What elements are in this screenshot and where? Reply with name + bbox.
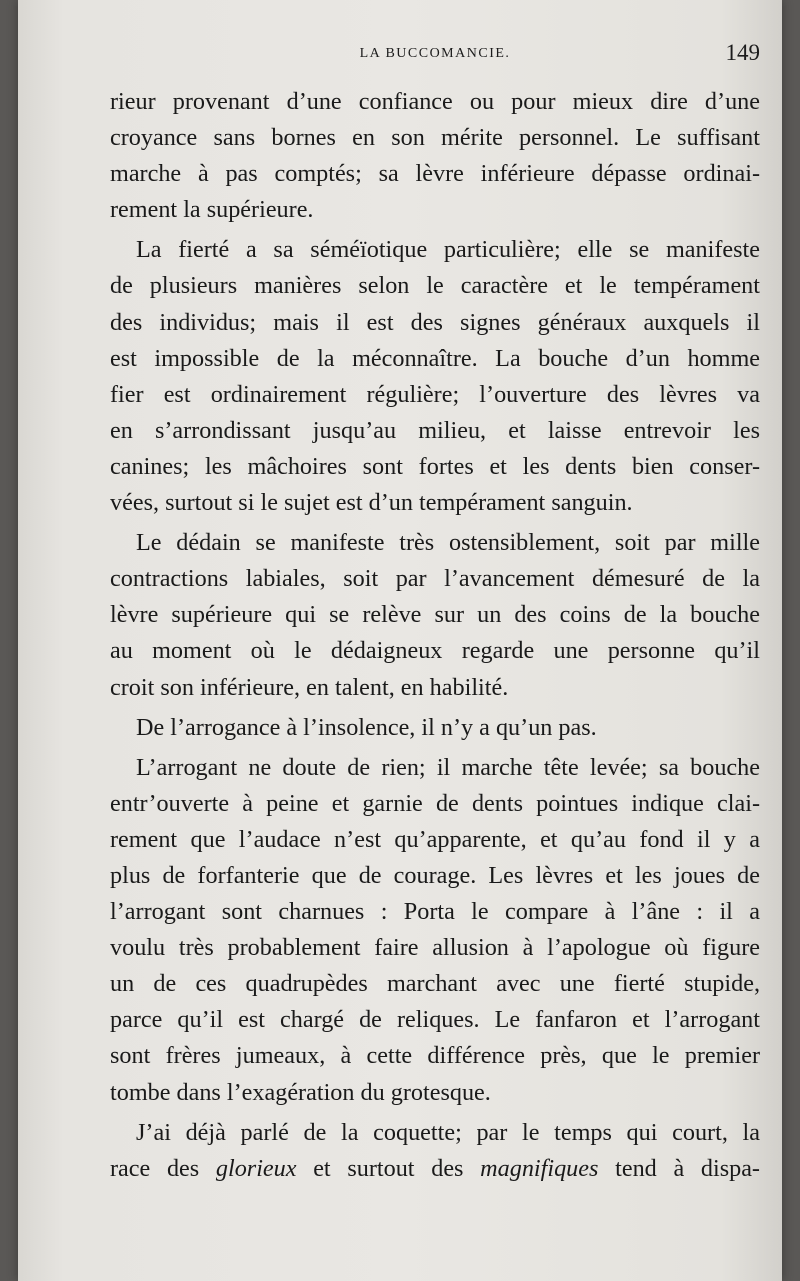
text-line: parce qu’il est chargé de reliques. Le fanfaron et l’arrogant bbox=[110, 1006, 760, 1034]
text-line: rieur provenant d’une confiance ou pour mieux dire d’une bbox=[110, 88, 760, 115]
italic-word-glorieux: glorieux bbox=[215, 1154, 297, 1182]
text-line: De l’arrogance à l’insolence, il n’y a qu’un pas. bbox=[136, 713, 597, 741]
paragraph bbox=[110, 232, 760, 521]
text-line: des individus; mais il est des signes généraux auxquels il bbox=[110, 308, 760, 336]
text-line: Le dédain se manifeste très ostensiblement, soit par mille bbox=[136, 529, 760, 557]
paragraph bbox=[110, 525, 760, 705]
text-run: tend à dispa- bbox=[598, 1154, 760, 1182]
text-line: plus de forfanterie que de courage. Les lèvres et les joues de bbox=[110, 861, 760, 889]
paragraph bbox=[110, 84, 760, 228]
body-text bbox=[110, 84, 760, 1187]
text-line: marche à pas comptés; sa lèvre inférieure dépasse ordinai- bbox=[110, 160, 760, 188]
paragraph bbox=[110, 710, 760, 746]
page-number: 149 bbox=[725, 40, 760, 65]
text-line: croyance sans bornes en son mérite personnel. Le suffisant bbox=[110, 124, 760, 152]
paragraph bbox=[110, 750, 760, 1111]
text-line: sont frères jumeaux, à cette différence près, que le premier bbox=[110, 1042, 760, 1070]
text-run: et surtout des bbox=[296, 1154, 481, 1182]
text-line: en s’arrondissant jusqu’au milieu, et laisse entrevoir les bbox=[110, 416, 760, 444]
text-line: rement que l’audace n’est qu’apparente, et qu’au fond il y a bbox=[110, 825, 760, 853]
text-line: de plusieurs manières selon le caractère et le tempérament bbox=[110, 272, 760, 300]
running-title: LA BUCCOMANCIE. bbox=[359, 46, 511, 61]
text-line: fier est ordinairement régulière; l’ouverture des lèvres va bbox=[110, 380, 760, 408]
text-line-mixed bbox=[110, 1151, 760, 1187]
text-line: L’arrogant ne doute de rien; il marche tête levée; sa bouche bbox=[136, 753, 760, 781]
text-line: vées, surtout si le sujet est d’un tempérament sanguin. bbox=[110, 489, 633, 517]
text-line: J’ai déjà parlé de la coquette; par le temps qui court, la bbox=[136, 1118, 760, 1146]
text-line: tombe dans l’exagération du grotesque. bbox=[110, 1078, 491, 1106]
text-line: au moment où le dédaigneux regarde une personne qu’il bbox=[110, 637, 760, 665]
italic-word-magnifiques: magnifiques bbox=[480, 1154, 599, 1182]
page-header bbox=[110, 40, 760, 74]
text-line: voulu très probablement faire allusion à l’apologue où figure bbox=[110, 934, 760, 962]
text-line: contractions labiales, soit par l’avancement démesuré de la bbox=[110, 565, 760, 593]
text-line: un de ces quadrupèdes marchant avec une fierté stupide, bbox=[110, 970, 760, 998]
text-line: croit son inférieure, en talent, en habilité. bbox=[110, 673, 509, 701]
text-run: race des bbox=[110, 1154, 216, 1182]
text-line: rement la supérieure. bbox=[110, 196, 314, 224]
text-line: La fierté a sa séméïotique particulière; elle se manifeste bbox=[136, 236, 760, 264]
paragraph bbox=[110, 1115, 760, 1187]
text-line: est impossible de la méconnaître. La bouche d’un homme bbox=[110, 344, 760, 372]
text-line: l’arrogant sont charnues : Porta le compare à l’âne : il a bbox=[110, 898, 760, 926]
text-line: canines; les mâchoires sont fortes et les dents bien conser- bbox=[110, 452, 760, 480]
text-line: lèvre supérieure qui se relève sur un des coins de la bouche bbox=[110, 601, 760, 629]
text-line: entr’ouverte à peine et garnie de dents pointues indique clai- bbox=[110, 789, 760, 817]
book-page bbox=[18, 0, 782, 1281]
